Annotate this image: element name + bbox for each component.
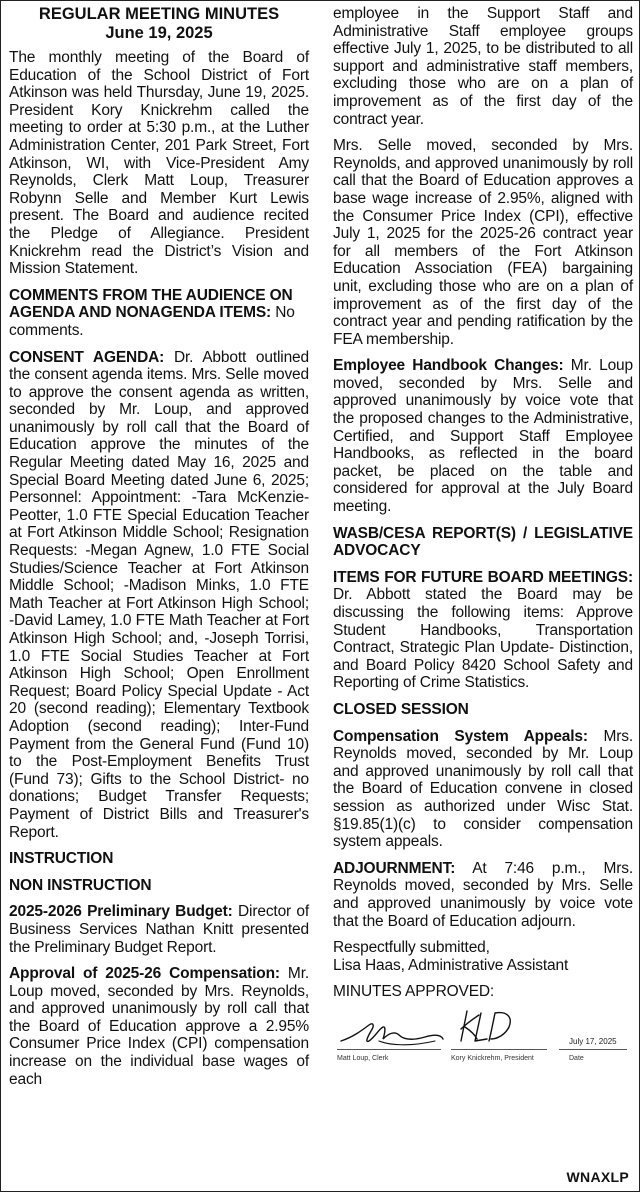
notice-date: June 19, 2025 — [105, 24, 213, 42]
budget-section — [9, 903, 309, 956]
compensation-heading: Approval of 2025-26 Compensation: — [9, 965, 280, 983]
closed-session-heading: CLOSED SESSION — [333, 700, 469, 718]
appeals-section — [333, 728, 633, 851]
compensation-text: Mr. Loup moved, seconded by Mrs. Reynolds, and approved unanimously by roll call that the Board of Education approve a 2.95% Consumer Price Index (CPI) compensation increase on the individual base wages of each — [9, 965, 310, 1088]
president-signature-line — [451, 1049, 547, 1050]
fea-paragraph: Mrs. Selle moved, seconded by Mrs. Reynolds, and approved unanimously by roll call that the Board of Education approves a base wage increase of 2.95%, aligned with the Consumer Price Index (CPI), effective July 1, 2025 for the 2025-26 contract year for all members of the Fort Atkinson Education Association (FEA) bargaining unit, excluding those who are on a plan of improvement as of the first day of the contract year and pending ratification by the FEA membership. — [333, 137, 633, 348]
left-column — [9, 5, 309, 1097]
right-column — [333, 5, 633, 1081]
minutes-approved-label: MINUTES APPROVED: — [333, 983, 495, 1001]
comments-text: No comments. — [9, 304, 295, 339]
compensation-continued: employee in the Support Staff and Administrative Staff employee groups effective July 1, 2025, to be distributed to all support and administrative staff members, excluding those who are on a plan of improvement as of the first day of the contract year. — [333, 5, 633, 128]
clerk-signature — [339, 1011, 447, 1053]
comments-section — [9, 287, 309, 340]
compensation-section — [9, 965, 309, 1088]
submitter-line: Lisa Haas, Administrative Assistant — [333, 956, 569, 974]
appeals-text: Mrs. Reynolds moved, seconded by Mr. Loup and approved unanimously by roll call that the Board of Education convene in closed session as authorized under Wisc Stat. §19.85(1)(c) to consider compensation system appeals. — [333, 727, 633, 851]
handbook-section — [333, 357, 633, 515]
adjournment-heading: ADJOURNMENT: — [333, 859, 456, 877]
date-line — [559, 1049, 627, 1050]
president-caption: Kory Knickrehm, President — [451, 1054, 534, 1062]
notice-title: REGULAR MEETING MINUTES — [38, 5, 280, 23]
signature-block — [333, 1003, 633, 1081]
handbook-heading: Employee Handbook Changes: — [333, 357, 564, 375]
consent-section — [9, 349, 309, 842]
adjournment-text: At 7:46 p.m., Mrs. Reynolds moved, seconded by Mrs. Selle and approved unanimously by voice vote that the Board of Education adjourn. — [333, 859, 633, 930]
future-section — [333, 569, 633, 692]
budget-text: Director of Business Services Nathan Knitt presented the Preliminary Budget Report. — [9, 903, 309, 956]
handbook-text: Mr. Loup moved, seconded by Mrs. Selle and approved unanimously by voice vote that the proposed changes to the Administrative, Certified, and Support Staff Employee Handbooks, as reflected in the board packet, be placed on the table and considered for approval at the July Board meeting. — [333, 357, 633, 516]
consent-text: Dr. Abbott outlined the consent agenda items. Mrs. Selle moved to approve the consent agenda as written, seconded by Mr. Loup, and approved unanimously by roll call that the Board of Education approve the minutes of the Regular Meeting dated May 16, 2025 and Special Board Meeting dated June 6, 2025; Personnel: Appointment: -Tara McKenzie-Peotter, 1.0 FTE Special Education Teacher at Fort Atkinson Middle School; Resignation Requests: -Megan Agnew, 1.0 FTE Social Studies/Science Teacher at Fort Atkinson Middle School; -Madison Minks, 1.0 FTE Math Teacher at Fort Atkinson High School; -David Lamey, 1.0 FTE Math Teacher at Fort Atkinson High School; and, -Joseph Torrisi, 1.0 FTE Social Studies Teacher at Fort Atkinson High School; Open Enrollment Request; Board Policy Special Update - Act 20 (second reading); Elementary Textbook Adoption (second reading); Inter-Fund Payment from the General Fund (Fund 10) to the Post-Employment Benefits Trust (Fund 73); Gifts to the School District- no donations; Budget Transfer Requests; Payment of District Bills and Treasurer's Report. — [9, 348, 309, 841]
budget-heading: 2025-2026 Preliminary Budget: — [9, 903, 233, 921]
president-signature — [455, 1005, 525, 1051]
comments-heading: COMMENTS FROM THE AUDIENCE ON AGENDA AND NONAGENDA ITEMS: — [9, 286, 293, 322]
date-caption: Date — [569, 1054, 584, 1062]
consent-heading: CONSENT AGENDA: — [9, 348, 165, 366]
instruction-heading: INSTRUCTION — [9, 850, 114, 868]
clerk-signature-line — [337, 1049, 441, 1050]
non-instruction-heading: NON INSTRUCTION — [9, 876, 152, 894]
future-text: Dr. Abbott stated the Board may be discussing the following items: Approve Student Handbooks, Transportation Contract, Strategic Plan Update- Distinction, and Board Policy 8420 School Safety and Reporting of Crime Statistics. — [333, 586, 633, 692]
future-heading: ITEMS FOR FUTURE BOARD MEETINGS: — [333, 568, 633, 586]
publication-code: WNAXLP — [566, 1169, 629, 1185]
opening-paragraph: The monthly meeting of the Board of Education of the School District of Fort Atkinson was held Thursday, June 19, 2025. President Kory Knickrehm called the meeting to order at 5:30 p.m., at the Luther Administration Center, 201 Park Street, Fort Atkinson, WI, with Vice-President Amy Reynolds, Clerk Matt Loup, Treasurer Robynn Selle and Member Kurt Lewis present. The Board and audience recited the Pledge of Allegiance. President Knickrehm read the District’s Vision and Mission Statement. — [9, 49, 309, 278]
wasb-heading: WASB/CESA REPORT(S) / LEGISLATIVE ADVOCACY — [333, 524, 633, 560]
appeals-heading: Compensation System Appeals: — [333, 727, 588, 745]
clerk-caption: Matt Loup, Clerk — [337, 1054, 389, 1062]
submitted-line: Respectfully submitted, — [333, 939, 490, 957]
adjournment-section — [333, 860, 633, 930]
approval-date: July 17, 2025 — [569, 1036, 617, 1046]
